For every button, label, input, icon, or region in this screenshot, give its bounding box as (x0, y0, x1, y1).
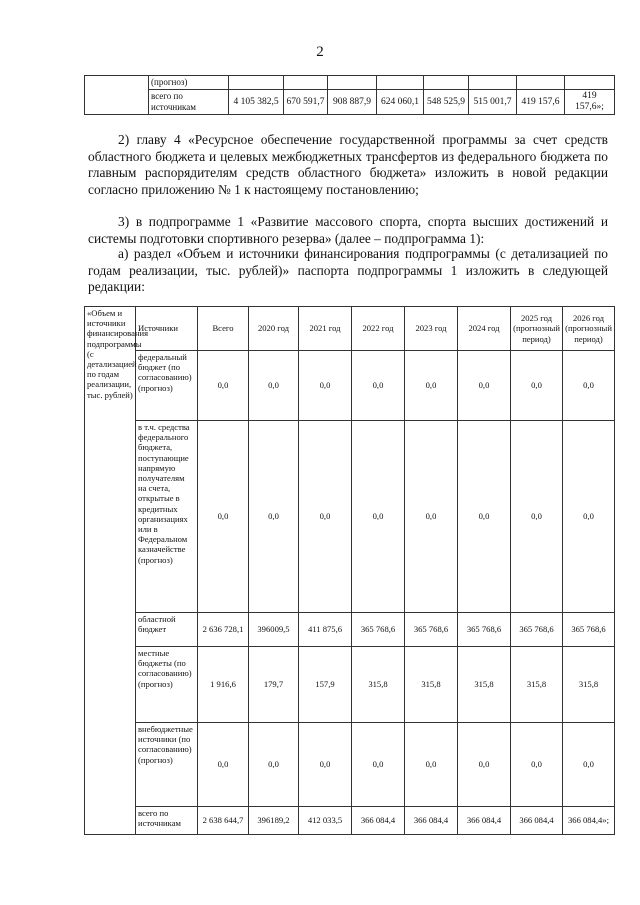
table-row (85, 613, 615, 647)
value-cell: 0,0 (458, 351, 511, 421)
top-total-value: 548 525,9 (424, 90, 469, 115)
table-row (85, 647, 615, 723)
value-cell: 0,0 (458, 723, 511, 807)
value-cell: 0,0 (249, 351, 299, 421)
empty-cell (85, 76, 149, 115)
top-total-label: всего по источникам (149, 90, 229, 115)
value-cell: 315,8 (563, 647, 615, 723)
source-cell: внебюджетные источники (по согласованию) (прогноз) (136, 723, 198, 807)
value-cell: 396189,2 (249, 807, 299, 835)
value-cell: 0,0 (198, 351, 249, 421)
source-cell: всего по источникам (136, 807, 198, 835)
value-cell: 0,0 (299, 351, 352, 421)
value-cell: 0,0 (405, 421, 458, 613)
value-cell: 315,8 (458, 647, 511, 723)
column-header: 2021 год (299, 307, 352, 351)
value-cell: 179,7 (249, 647, 299, 723)
column-header: 2020 год (249, 307, 299, 351)
source-cell: федеральный бюджет (по согласованию) (прогноз) (136, 351, 198, 421)
column-header: 2023 год (405, 307, 458, 351)
value-cell: 412 033,5 (299, 807, 352, 835)
source-cell: областной бюджет (136, 613, 198, 647)
value-cell: 0,0 (352, 421, 405, 613)
top-total-value: 4 105 382,5 (229, 90, 284, 115)
value-cell: 366 084,4 (458, 807, 511, 835)
value-cell: 0,0 (511, 723, 563, 807)
value-cell: 396009,5 (249, 613, 299, 647)
value-cell: 0,0 (405, 723, 458, 807)
paragraph-subprogram-1: 3) в подпрограмме 1 «Развитие массового спорта, спорта высших достижений и системы подготовки спортивного резерва» (далее – подпрограмма 1): (88, 214, 608, 246)
value-cell: 0,0 (198, 421, 249, 613)
value-cell: 0,0 (563, 351, 615, 421)
value-cell: 0,0 (299, 723, 352, 807)
table-row-label: «Объем и источники финансирования подпрограммы (с детализацией по годам реализации, тыс. рублей) (85, 307, 136, 835)
value-cell: 0,0 (249, 723, 299, 807)
table-row (85, 807, 615, 835)
top-total-value: 624 060,1 (377, 90, 424, 115)
value-cell: 315,8 (352, 647, 405, 723)
table-row (85, 723, 615, 807)
paragraph-section-a: а) раздел «Объем и источники финансирования подпрограммы (с детализацией по годам реализации, тыс. рублей)» паспорта подпрограммы 1 изложить в следующей редакции: (88, 246, 608, 295)
value-cell: 366 084,4»; (563, 807, 615, 835)
value-cell: 366 084,4 (511, 807, 563, 835)
financing-table (84, 306, 615, 835)
top-total-value: 908 887,9 (328, 90, 377, 115)
value-cell: 0,0 (249, 421, 299, 613)
value-cell: 0,0 (563, 723, 615, 807)
column-header: 2026 год (прогнозный период) (563, 307, 615, 351)
column-header: Источники (136, 307, 198, 351)
value-cell: 365 768,6 (405, 613, 458, 647)
value-cell: 0,0 (352, 723, 405, 807)
value-cell: 0,0 (511, 421, 563, 613)
value-cell: 365 768,6 (563, 613, 615, 647)
top-total-value: 419 157,6 (517, 90, 565, 115)
value-cell: 0,0 (299, 421, 352, 613)
value-cell: 315,8 (405, 647, 458, 723)
value-cell: 0,0 (198, 723, 249, 807)
value-cell: 1 916,6 (198, 647, 249, 723)
value-cell: 365 768,6 (511, 613, 563, 647)
source-cell: в т.ч. средства федерального бюджета, поступающие напрямую получателям на счета, открытые в кредитных организациях или в Федеральном казначействе (прогноз) (136, 421, 198, 613)
value-cell: 2 638 644,7 (198, 807, 249, 835)
value-cell: 0,0 (405, 351, 458, 421)
paragraph-chapter-4: 2) главу 4 «Ресурсное обеспечение государственной программы за счет средств областного бюджета и целевых межбюджетных трансфертов из федерального бюджета по главным распорядителям средств областного бюджета» изложить в новой редакции согласно приложению № 1 к настоящему постановлению; (88, 132, 608, 197)
value-cell: 366 084,4 (352, 807, 405, 835)
value-cell: 365 768,6 (458, 613, 511, 647)
value-cell: 0,0 (352, 351, 405, 421)
top-total-value: 515 001,7 (469, 90, 517, 115)
table-row (85, 421, 615, 613)
column-header: Всего (198, 307, 249, 351)
source-cell: местные бюджеты (по согласованию) (прогноз) (136, 647, 198, 723)
value-cell: 0,0 (511, 351, 563, 421)
value-cell: 0,0 (458, 421, 511, 613)
value-cell: 411 875,6 (299, 613, 352, 647)
column-header: 2025 год (прогнозный период) (511, 307, 563, 351)
value-cell: 157,9 (299, 647, 352, 723)
top-row-label: (прогноз) (149, 76, 229, 90)
table-row (85, 351, 615, 421)
top-continuation-table (84, 75, 615, 115)
value-cell: 366 084,4 (405, 807, 458, 835)
value-cell: 315,8 (511, 647, 563, 723)
page-number: 2 (316, 44, 324, 60)
value-cell: 365 768,6 (352, 613, 405, 647)
top-total-value: 419 157,6»; (565, 90, 615, 115)
value-cell: 0,0 (563, 421, 615, 613)
value-cell: 2 636 728,1 (198, 613, 249, 647)
column-header: 2022 год (352, 307, 405, 351)
column-header: 2024 год (458, 307, 511, 351)
top-total-value: 670 591,7 (284, 90, 328, 115)
